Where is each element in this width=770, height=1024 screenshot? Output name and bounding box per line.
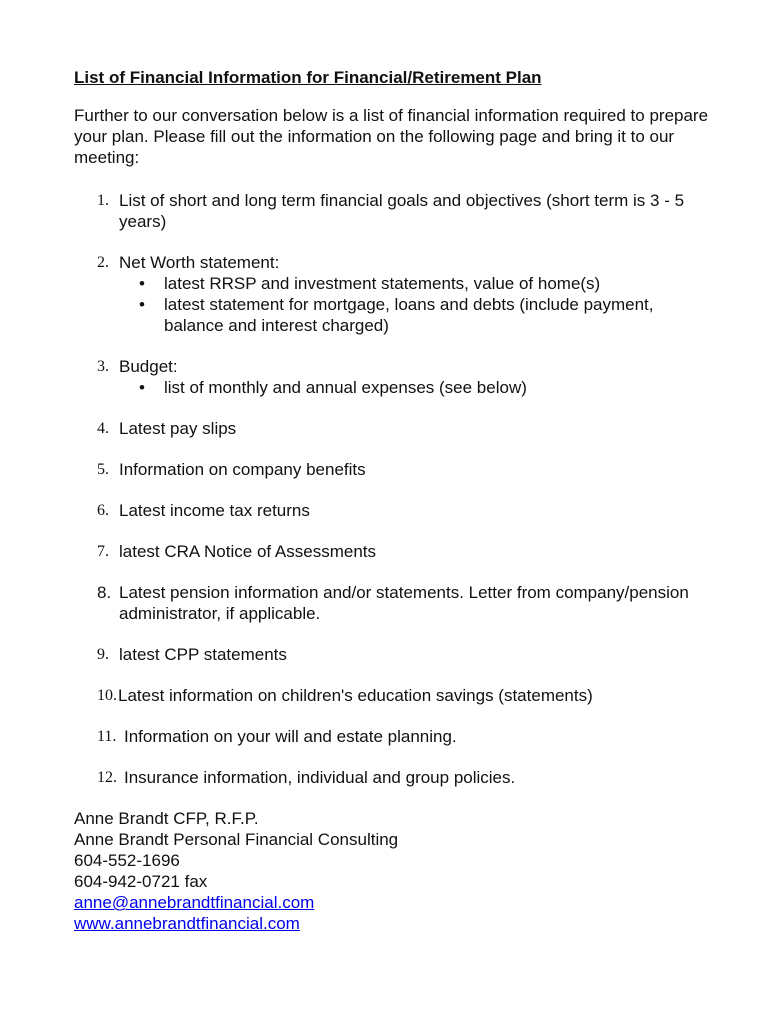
list-item xyxy=(74,767,714,788)
list-item-number: 1. xyxy=(97,192,109,209)
sub-list-item-text: list of monthly and annual expenses (see below) xyxy=(164,378,527,397)
bullet-icon: • xyxy=(139,295,145,314)
list-item xyxy=(74,252,714,336)
list-item-number: 5. xyxy=(97,461,109,478)
list-item-text: Budget: xyxy=(119,357,178,376)
list-item-text: Insurance information, individual and group policies. xyxy=(124,768,516,787)
list-item-text: Net Worth statement: xyxy=(119,253,280,272)
contact-company: Anne Brandt Personal Financial Consulting xyxy=(74,830,399,849)
intro-paragraph: Further to our conversation below is a list of financial information required to prepare your plan. Please fill out the information on the following page and bring it to our meeting: xyxy=(74,106,709,167)
email-link[interactable]: anne@annebrandtfinancial.com xyxy=(74,893,315,912)
contact-name: Anne Brandt CFP, R.F.P. xyxy=(74,809,259,828)
list-item-number: 8. xyxy=(97,583,112,602)
requirements-list xyxy=(74,190,714,788)
list-item-number: 7. xyxy=(97,543,109,560)
list-item-number: 4. xyxy=(97,420,109,437)
list-item-text: Latest income tax returns xyxy=(119,501,310,520)
list-item xyxy=(74,726,714,747)
list-item-number: 2. xyxy=(97,254,109,271)
list-item-text: Latest pension information and/or statements. Letter from company/pension administrator, if applicable. xyxy=(119,583,689,623)
list-item-text: Latest information on children's education savings (statements) xyxy=(118,686,593,705)
sub-list xyxy=(119,377,714,398)
sub-list-item-text: latest statement for mortgage, loans and debts (include payment, balance and interest charged) xyxy=(164,295,654,335)
list-item xyxy=(74,685,714,706)
contact-fax: 604-942-0721 fax xyxy=(74,872,208,891)
list-item-number: 10. xyxy=(97,687,117,704)
list-item-number: 3. xyxy=(97,358,109,375)
bullet-icon: • xyxy=(139,378,145,397)
sub-list-item xyxy=(119,294,714,336)
sub-list xyxy=(119,273,714,336)
sub-list-item-text: latest RRSP and investment statements, value of home(s) xyxy=(164,274,601,293)
list-item xyxy=(74,644,714,665)
document-title: List of Financial Information for Financial/Retirement Plan xyxy=(74,68,542,87)
sub-list-item xyxy=(119,273,714,294)
list-item-text: List of short and long term financial goals and objectives (short term is 3 - 5 years) xyxy=(119,191,685,231)
list-item xyxy=(74,500,714,521)
list-item-text: latest CPP statements xyxy=(119,645,287,664)
list-item-number: 11. xyxy=(97,728,117,745)
contact-block xyxy=(74,808,714,934)
list-item xyxy=(74,190,714,232)
list-item xyxy=(74,356,714,398)
list-item-number: 12. xyxy=(97,769,117,786)
document-page xyxy=(74,66,714,934)
list-item xyxy=(74,541,714,562)
sub-list-item xyxy=(119,377,714,398)
list-item xyxy=(74,459,714,480)
list-item-text: Information on company benefits xyxy=(119,460,366,479)
bullet-icon: • xyxy=(139,274,145,293)
website-link[interactable]: www.annebrandtfinancial.com xyxy=(74,914,300,933)
list-item xyxy=(74,582,714,624)
list-item-text: latest CRA Notice of Assessments xyxy=(119,542,376,561)
list-item-text: Latest pay slips xyxy=(119,419,237,438)
list-item xyxy=(74,418,714,439)
contact-phone: 604-552-1696 xyxy=(74,851,180,870)
list-item-number: 9. xyxy=(97,646,109,663)
list-item-text: Information on your will and estate planning. xyxy=(124,727,457,746)
list-item-number: 6. xyxy=(97,502,109,519)
